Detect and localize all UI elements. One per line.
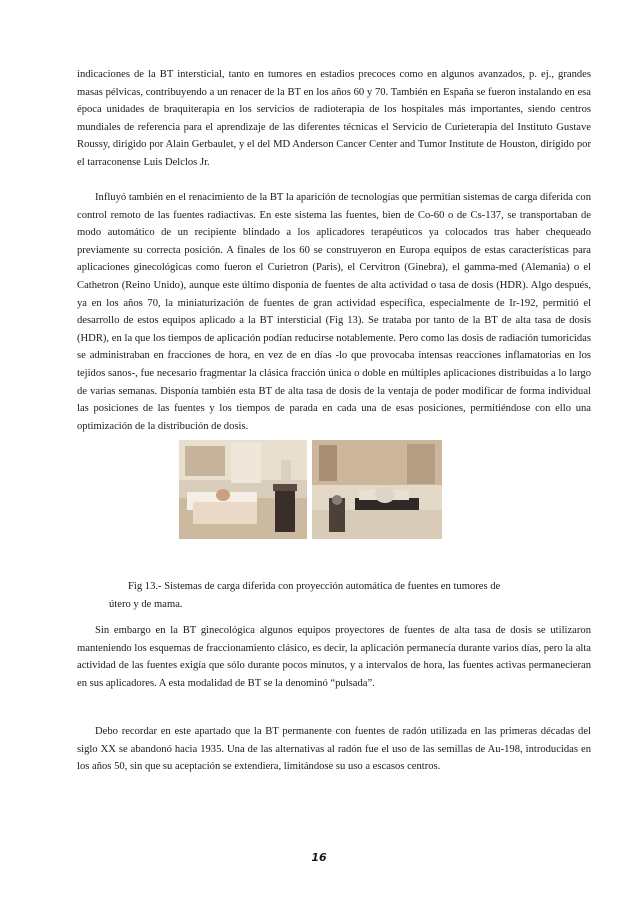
figure-13-illustration <box>179 440 442 539</box>
paragraph-2: Influyó también en el renacimiento de la BT la aparición de tecnologías que permitían sistemas de carga diferida con control remoto de las fuentes radiactivas. En este sistema las fuentes, bien de Co-60 o de Cs-137, se transportaban de modo automático de un recipiente blindado a los aplicadores terapéuticos ya colocados tras haber chequeado previamente su correcta posición. A finales de los 60 se construyeron en Europa equipos de estas características para aplicaciones ginecológicas como fueron el Curietron (Paris), el Cervitron (Ginebra), el gamma-med (Alemania) o el Cathetron (Reino Unido), aunque este último disponía de fuentes de alta actividad o tasa de dosis (HDR). Algo después, ya en los años 70, la miniaturización de fuentes de gran actividad específica, especialmente de Ir-192, permitió el desarrollo de estos equipos aplicado a la BT intersticial (Fig 13). Se trataba por tanto de la BT de alta tasa de dosis (HDR), en la que los tiempos de aplicación podían reducirse notablemente. Pero como las dosis de radiación tumoricidas se administraban en fracciones de hora, en vez de en días -lo que provocaba intensas reacciones inflamatorias en los tejidos sanos-, fue necesario fragmentar la clásica fracción única o doble en múltiples aplicaciones distribuidas a lo largo de varias semanas. Disponía también esta BT de alta tasa de dosis de la ventaja de poder modificar de forma individual las posiciones de las fuentes y los tiempos de parada en cada una de esas posiciones, permitiéndose con ello una optimización de la distribución de dosis. <box>77 192 591 432</box>
paragraph-3: Sin embargo en la BT ginecológica algunos equipos proyectores de fuentes de alta tasa de dosis se utilizaron manteniendo los esquemas de fraccionamiento clásico, es decir, la aplicación permanecía durante varios días, pero la alta actividad de las fuentes exigía que sólo durante pocos minutos, y a intervalos de hora, las fuentes activas permanecieran en sus aplicadores. A esta modalidad de BT se la denominó “pulsada”. <box>77 625 591 689</box>
page-number: 16 <box>311 851 327 864</box>
caption-line-2: útero y de mama. <box>109 598 183 610</box>
paragraph-1: indicaciones de la BT intersticial, tanto en tumores en estadios precoces como en algunos avanzados, p. ej., grandes masas pélvicas, contribuyendo a un renacer de la BT en los años 60 y 70. También en España se fueron instalando en esa época unidades de braquiterapia en los servicios de radioterapia de los hospitales más importantes, siendo centros mundiales de referencia para el aprendizaje de las diferentes técnicas el Servicio de Curieterapia del Instituto Gustave Roussy, dirigido por Alain Gerbaulet, y el del MD Anderson Cancer Center and Tumor Institute de Houston, dirigido por el tarraconense Luis Delclos Jr. <box>77 69 591 168</box>
figure-caption <box>109 578 591 613</box>
caption-line-1: Fig 13.- Sistemas de carga diferida con proyección automática de fuentes en tumores de <box>128 581 501 592</box>
figure-13-photos <box>179 440 442 539</box>
paragraph-4: Debo recordar en este apartado que la BT permanente con fuentes de radón utilizada en las primeras décadas del siglo XX se abandonó hacia 1935. Una de las alternativas al radón fue el uso de las semillas de Au-198, introducidas en los años 50, sin que su aceptación se extendiera, limitándose su uso a escasos centros. <box>77 726 591 773</box>
